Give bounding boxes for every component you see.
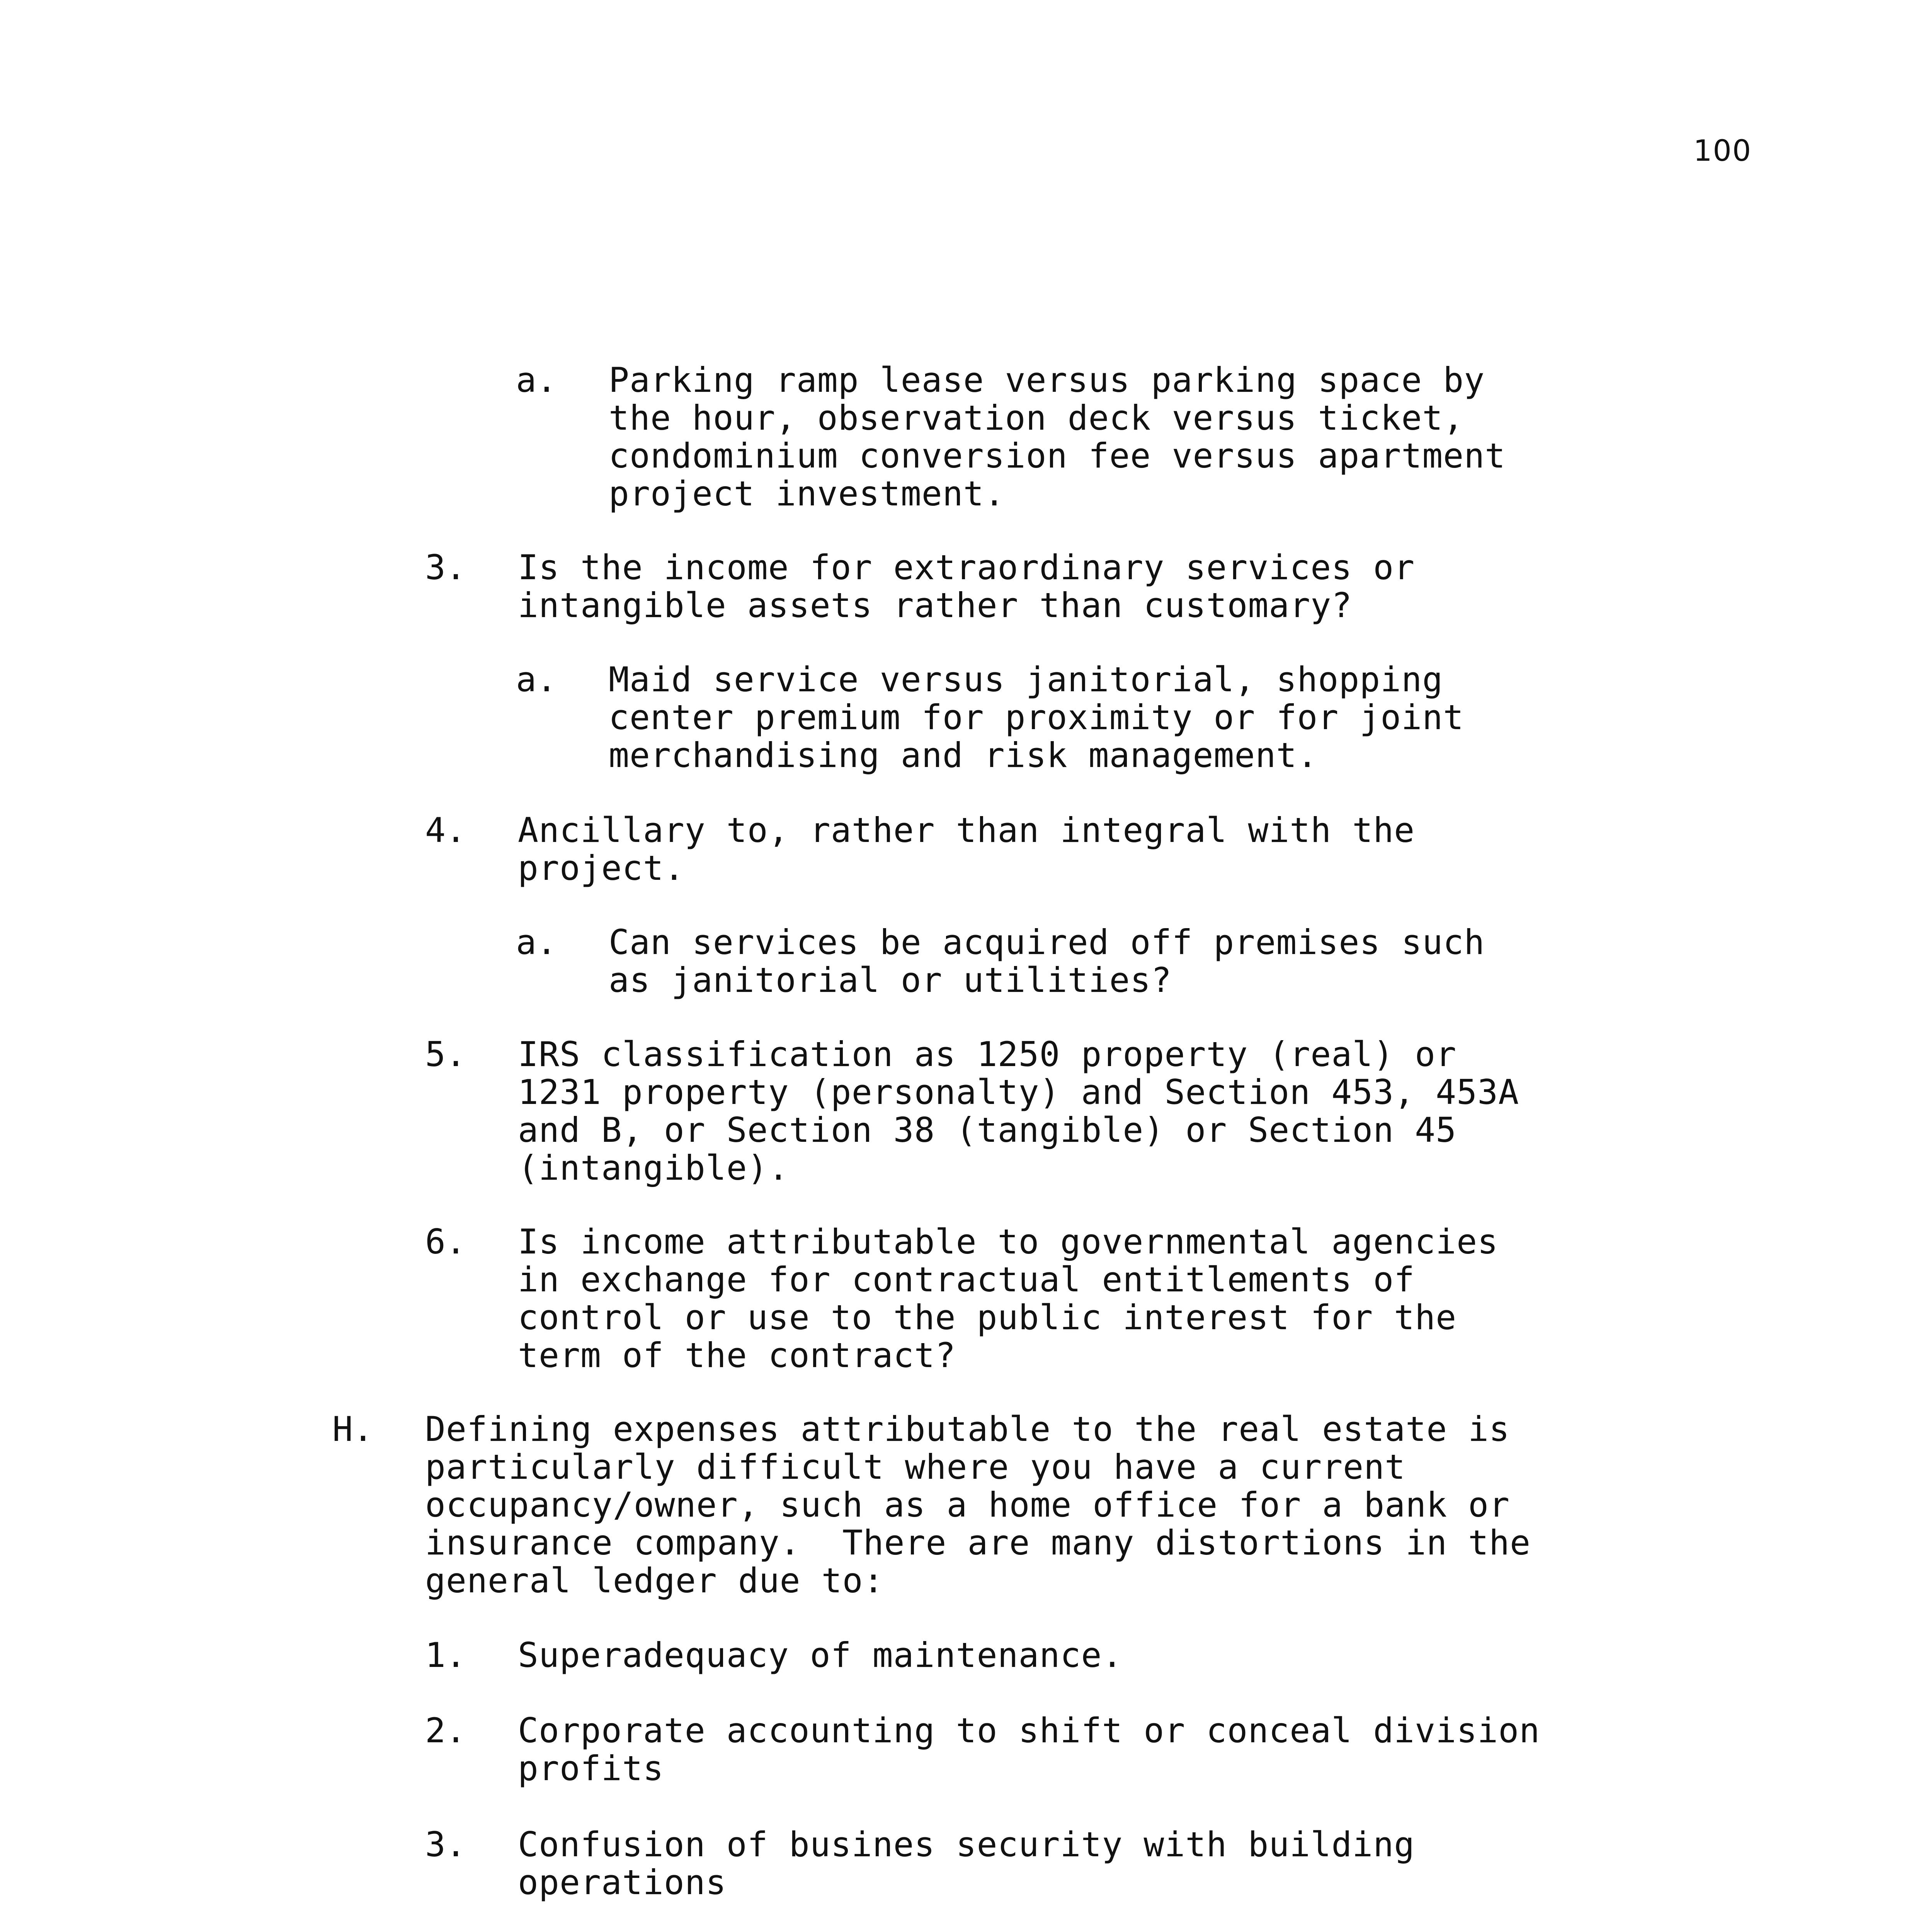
list-item-text-line: (intangible). xyxy=(518,1148,789,1188)
list-item-text-line: profits xyxy=(518,1748,664,1788)
list-item-text-line: Confusion of busines security with building xyxy=(518,1825,1415,1864)
list-item-label: a. xyxy=(516,660,557,699)
list-item-text-line: the hour, observation deck versus ticket, xyxy=(609,398,1464,438)
list-item-text-line: Ancillary to, rather than integral with the xyxy=(518,810,1415,850)
list-item-text-line: condominium conversion fee versus apartment xyxy=(609,436,1506,476)
list-item-label: 2. xyxy=(425,1711,466,1750)
list-item-label: 6. xyxy=(425,1222,466,1262)
page-number: 100 xyxy=(1693,133,1752,168)
list-item-text-line: as janitorial or utilities? xyxy=(609,960,1172,1000)
section-text-line: insurance company. There are many distortions in the xyxy=(425,1523,1531,1563)
list-item-text-line: Corporate accounting to shift or conceal division xyxy=(518,1711,1540,1750)
section-label: H. xyxy=(332,1409,373,1449)
list-item-text-line: Can services be acquired off premises such xyxy=(609,922,1485,962)
list-item-label: 4. xyxy=(425,810,466,850)
list-item-label: 3. xyxy=(425,1825,466,1864)
list-item-text-line: term of the contract? xyxy=(518,1335,956,1375)
list-item-text-line: Parking ramp lease versus parking space by xyxy=(609,360,1485,400)
list-item-text-line: Superadequacy of maintenance. xyxy=(518,1635,1123,1675)
list-item-text-line: in exchange for contractual entitlements of xyxy=(518,1260,1415,1299)
list-item-text-line: Is the income for extraordinary services or xyxy=(518,548,1415,587)
section-text-line: Defining expenses attributable to the real estate is xyxy=(425,1409,1510,1449)
list-item-text-line: intangible assets rather than customary? xyxy=(518,585,1353,625)
list-item-text-line: center premium for proximity or for joint xyxy=(609,697,1464,737)
list-item-text-line: IRS classification as 1250 property (real) or xyxy=(518,1034,1457,1074)
list-item-text-line: Maid service versus janitorial, shopping xyxy=(609,660,1443,699)
list-item-text-line: Is income attributable to governmental agencies xyxy=(518,1222,1499,1262)
list-item-label: 3. xyxy=(425,548,466,587)
list-item-text-line: 1231 property (personalty) and Section 453, 453A xyxy=(518,1072,1520,1112)
list-item-label: a. xyxy=(516,360,557,400)
list-item-text-line: operations xyxy=(518,1862,727,1902)
list-item-text-line: merchandising and risk management. xyxy=(609,735,1318,775)
section-text-line: particularly difficult where you have a current xyxy=(425,1447,1406,1487)
list-item-text-line: and B, or Section 38 (tangible) or Section 45 xyxy=(518,1110,1457,1150)
list-item-label: a. xyxy=(516,922,557,962)
list-item-label: 5. xyxy=(425,1034,466,1074)
list-item-text-line: project investment. xyxy=(609,474,1005,514)
section-text-line: occupancy/owner, such as a home office for a bank or xyxy=(425,1485,1510,1525)
list-item-label: 1. xyxy=(425,1635,466,1675)
section-text-line: general ledger due to: xyxy=(425,1561,884,1600)
list-item-text-line: control or use to the public interest for the xyxy=(518,1298,1457,1337)
list-item-text-line: project. xyxy=(518,848,685,888)
